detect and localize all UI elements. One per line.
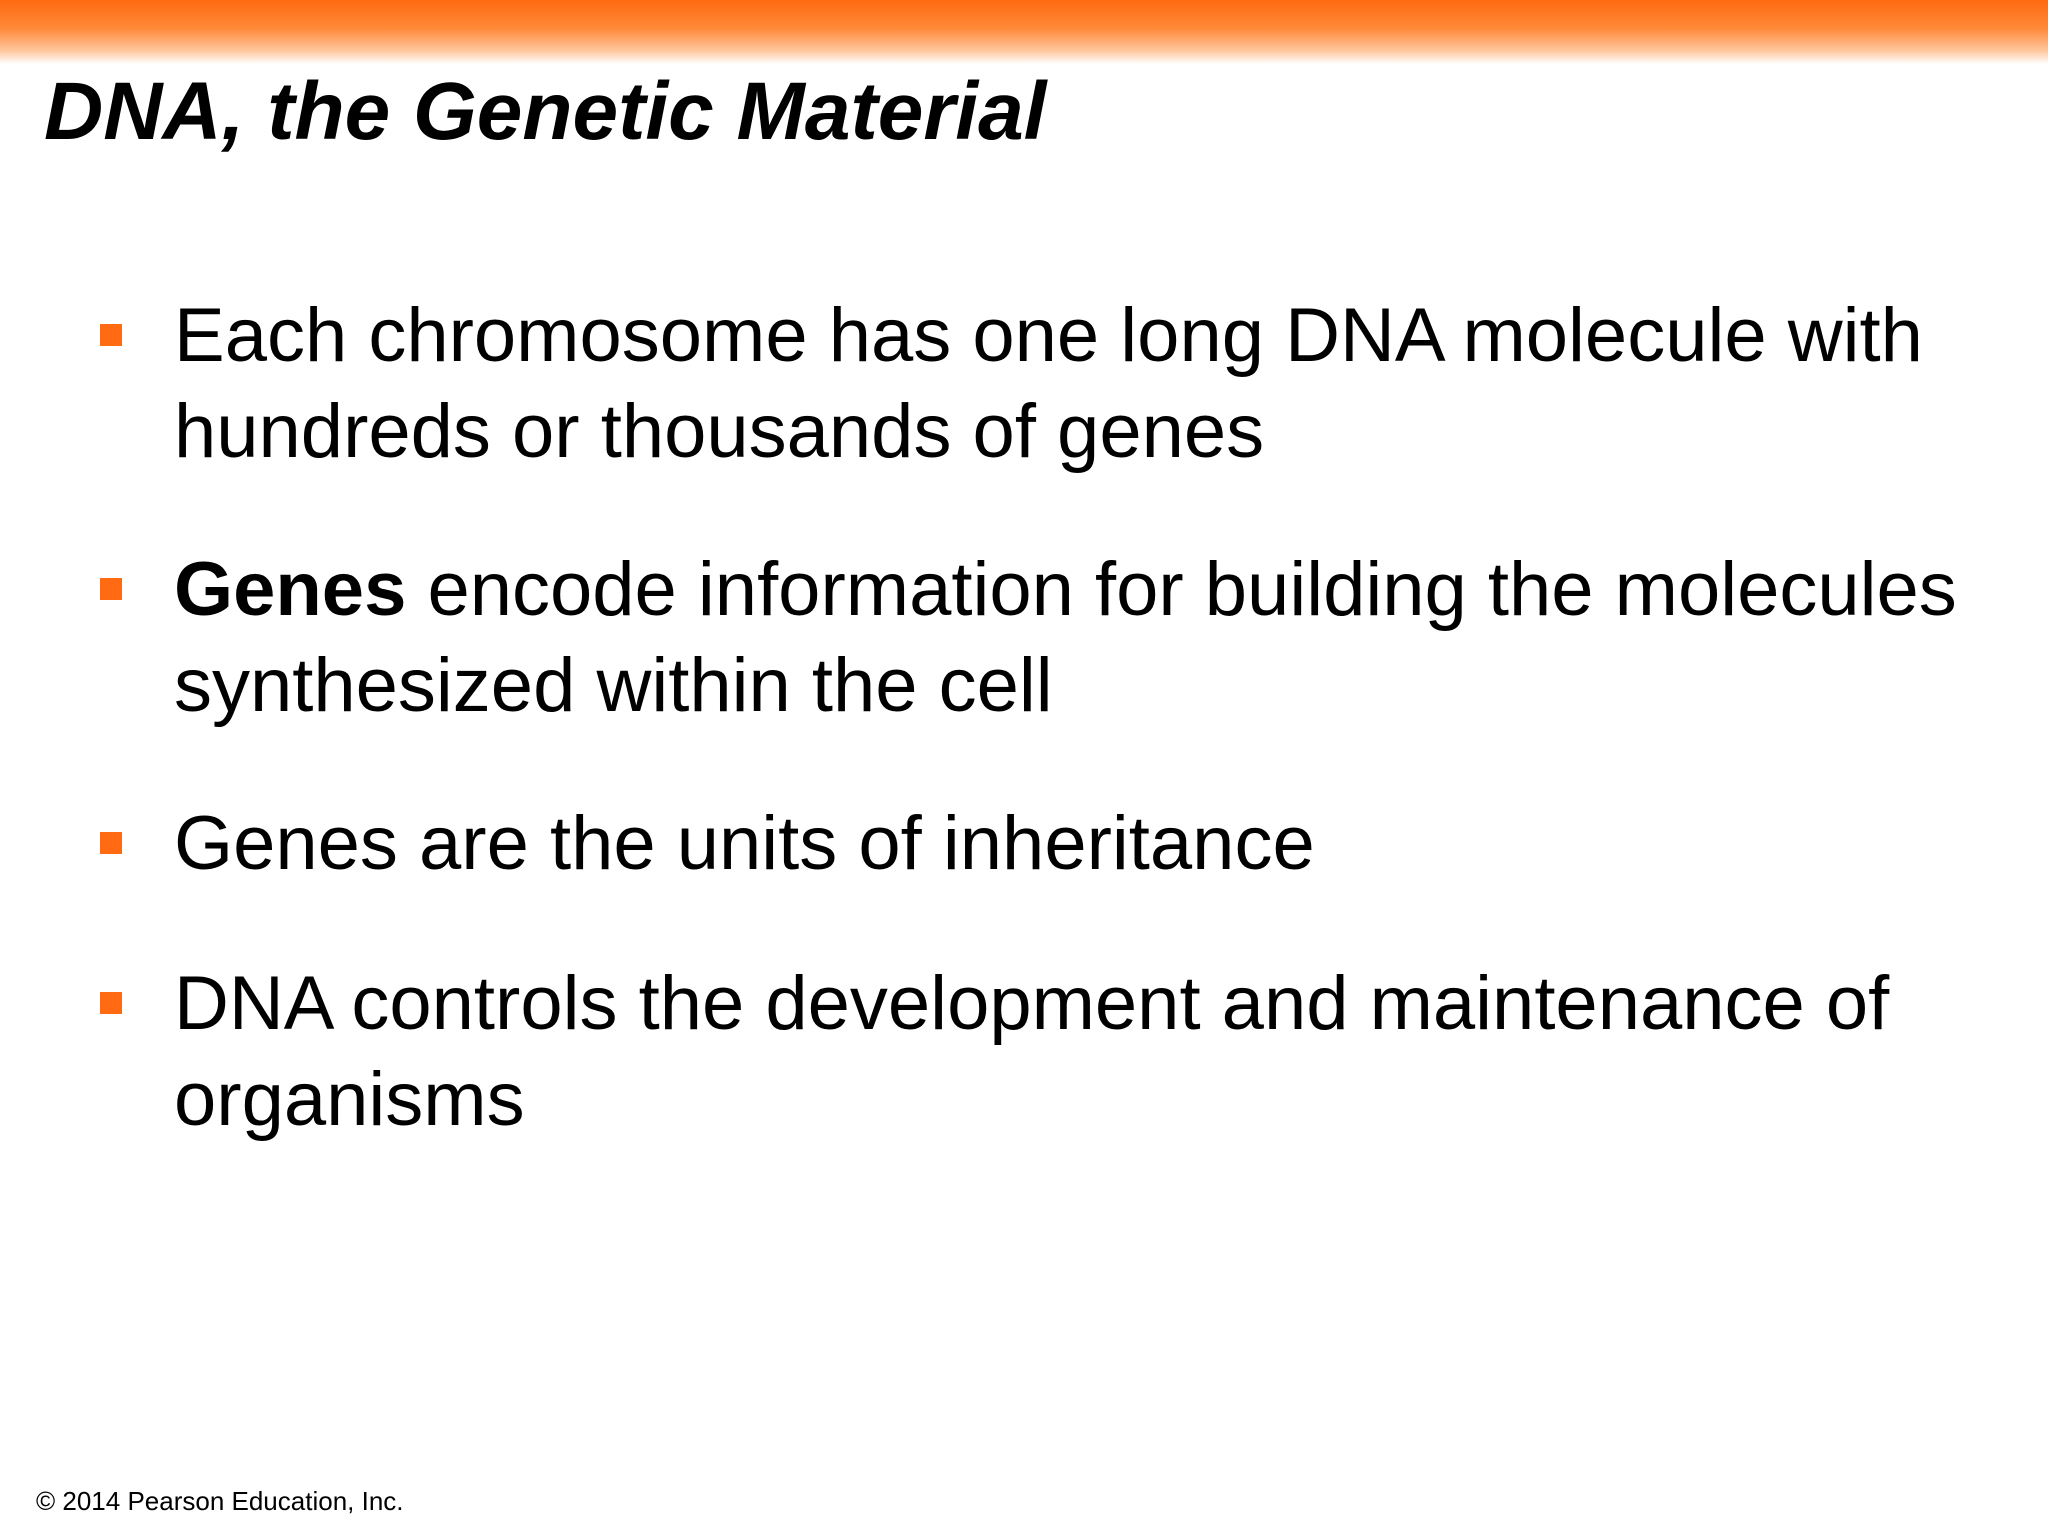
bullet-text: Each chromosome has one long DNA molecule with hundreds or thousands of genes — [174, 293, 1923, 474]
bullet-bold-term: Genes — [174, 547, 407, 632]
bullet-item — [100, 542, 2000, 734]
square-bullet-icon — [100, 832, 122, 854]
bullet-item — [100, 956, 2000, 1148]
bullet-text: encode information for building the molecules synthesized within the cell — [174, 547, 1957, 728]
bullet-item — [100, 796, 2000, 892]
top-accent-bar — [0, 0, 2048, 64]
square-bullet-icon — [100, 578, 122, 600]
bullet-text: Genes are the units of inheritance — [174, 801, 1315, 886]
bullet-text: DNA controls the development and maintenance of organisms — [174, 961, 1890, 1142]
slide-title: DNA, the Genetic Material — [44, 66, 1047, 157]
bullet-item — [100, 288, 2000, 480]
bullet-list — [100, 288, 2000, 1210]
square-bullet-icon — [100, 992, 122, 1014]
copyright-footer: © 2014 Pearson Education, Inc. — [36, 1486, 404, 1516]
square-bullet-icon — [100, 324, 122, 346]
